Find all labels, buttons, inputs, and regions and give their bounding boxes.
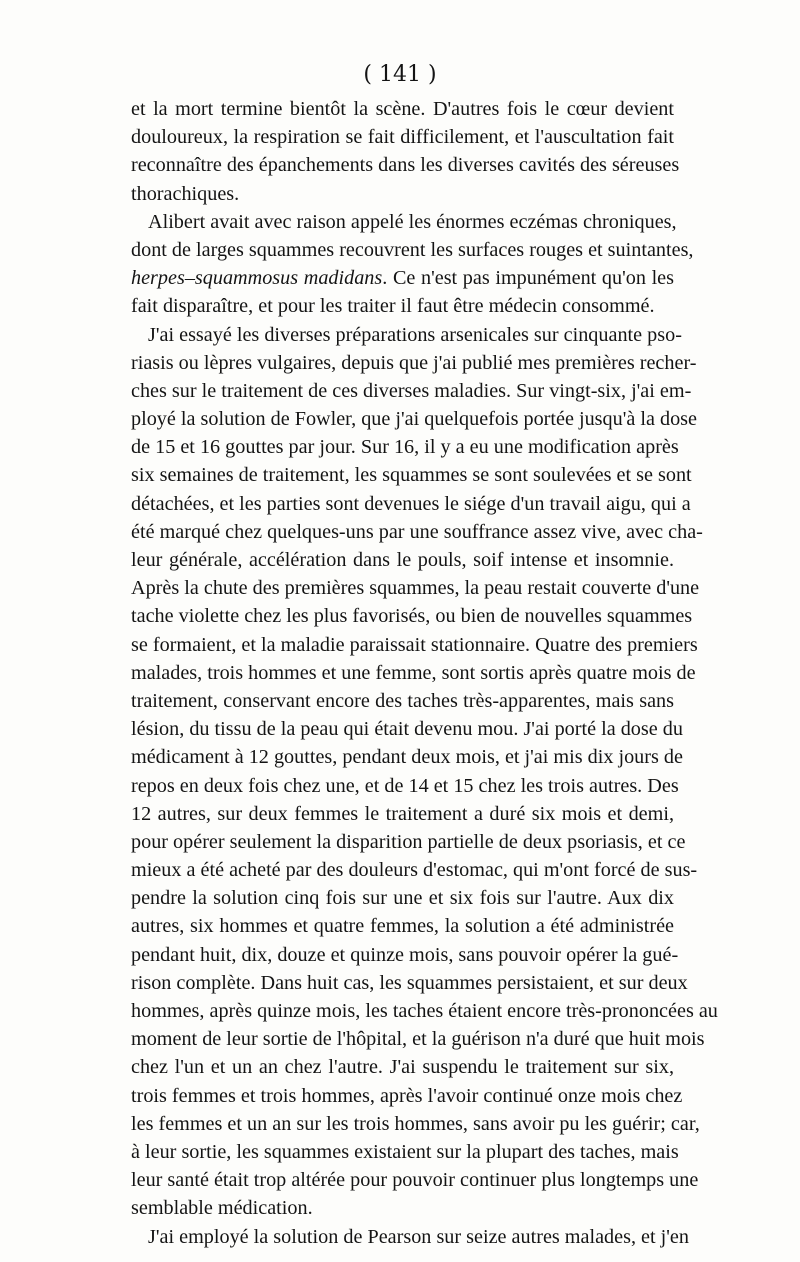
text-line: leur générale, accélération dans le pouls, soif intense et insomnie.	[131, 549, 674, 571]
text-line: ches sur le traitement de ces diverses maladies. Sur vingt-six, j'ai em-	[131, 379, 692, 402]
text-line: douloureux, la respiration se fait difficilement, et l'auscultation fait	[131, 126, 674, 149]
text-line: chez l'un et un an chez l'autre. J'ai suspendu le traitement sur six,	[131, 1056, 674, 1079]
text-line: 12 autres, sur deux femmes le traitement a duré six mois et demi,	[131, 802, 674, 825]
text-line: leur santé était trop altérée pour pouvoir continuer plus longtemps une	[131, 1169, 699, 1192]
text-line: moment de leur sortie de l'hôpital, et la guérison n'a duré que huit mois	[131, 1028, 705, 1051]
text-line: à leur sortie, les squammes existaient sur la plupart des taches, mais	[131, 1140, 679, 1163]
text-line: riasis ou lèpres vulgaires, depuis que j'ai publié mes premières recher-	[131, 351, 697, 374]
text-line: médicament à 12 gouttes, pendant deux mois, et j'ai mis dix jours de	[131, 746, 683, 769]
text-line: pour opérer seulement la disparition partielle de deux psoriasis, et ce	[131, 830, 686, 853]
page-number: ( 141 )	[363, 62, 437, 87]
text-line: dont de larges squammes recouvrent les surfaces rouges et suintantes,	[131, 238, 694, 261]
text-line: ployé la solution de Fowler, que j'ai quelquefois portée jusqu'à la dose	[131, 408, 697, 431]
text-line: tache violette chez les plus favorisés, ou bien de nouvelles squammes	[131, 605, 693, 628]
text-line: été marqué chez quelques-uns par une souffrance assez vive, avec cha-	[131, 520, 703, 543]
text-line: les femmes et un an sur les trois hommes, sans avoir pu les guérir; car,	[131, 1112, 700, 1135]
paragraph-start-line: J'ai employé la solution de Pearson sur seize autres malades, et j'en	[148, 1225, 689, 1248]
text-line: hommes, après quinze mois, les taches étaient encore très-prononcées au	[131, 1000, 718, 1022]
text-line: autres, six hommes et quatre femmes, la solution a été administrée	[131, 915, 674, 938]
text-line: traitement, conservant encore des taches très-apparentes, mais sans	[131, 689, 674, 712]
text-line: fait disparaître, et pour les traiter il faut être médecin consommé.	[131, 295, 655, 318]
latin-term: herpes–squammosus madidans	[131, 267, 383, 290]
text-line: semblable médication.	[131, 1197, 313, 1220]
text-line: thorachiques.	[131, 182, 240, 205]
text-line: mieux a été acheté par des douleurs d'estomac, qui m'ont forcé de sus-	[131, 859, 698, 882]
text-line: pendre la solution cinq fois sur une et six fois sur l'autre. Aux dix	[131, 887, 674, 910]
text-line: repos en deux fois chez une, et de 14 et 15 chez les trois autres. Des	[131, 774, 679, 797]
text-line: reconnaître des épanchements dans les diverses cavités des séreuses	[131, 154, 680, 177]
body-text	[131, 95, 718, 1251]
text-line: rison complète. Dans huit cas, les squammes persistaient, et sur deux	[131, 971, 688, 994]
text-line: pendant huit, dix, douze et quinze mois, sans pouvoir opérer la gué-	[131, 943, 679, 966]
text-line: et la mort termine bientôt la scène. D'autres fois le cœur devient	[131, 98, 674, 120]
text-line: malades, trois hommes et une femme, sont sortis après quatre mois de	[131, 661, 696, 684]
latin-term-line: herpes–squammosus madidans. Ce n'est pas impunément qu'on les	[131, 267, 674, 290]
paragraph-start-line: Alibert avait avec raison appelé les énormes eczémas chroniques,	[148, 210, 677, 233]
text-line: trois femmes et trois hommes, après l'avoir continué onze mois chez	[131, 1084, 683, 1107]
text-line: se formaient, et la maladie paraissait stationnaire. Quatre des premiers	[131, 633, 698, 656]
text-line: lésion, du tissu de la peau qui était devenu mou. J'ai porté la dose du	[131, 718, 683, 741]
text-line: de 15 et 16 gouttes par jour. Sur 16, il y a eu une modification après	[131, 436, 679, 459]
paragraph-start-line: J'ai essayé les diverses préparations arsenicales sur cinquante pso-	[148, 323, 682, 346]
text-line: détachées, et les parties sont devenues le siége d'un travail aigu, qui a	[131, 492, 691, 515]
text-line: six semaines de traitement, les squammes se sont soulevées et se sont	[131, 464, 692, 487]
text-line: Après la chute des premières squammes, la peau restait couverte d'une	[131, 577, 700, 600]
